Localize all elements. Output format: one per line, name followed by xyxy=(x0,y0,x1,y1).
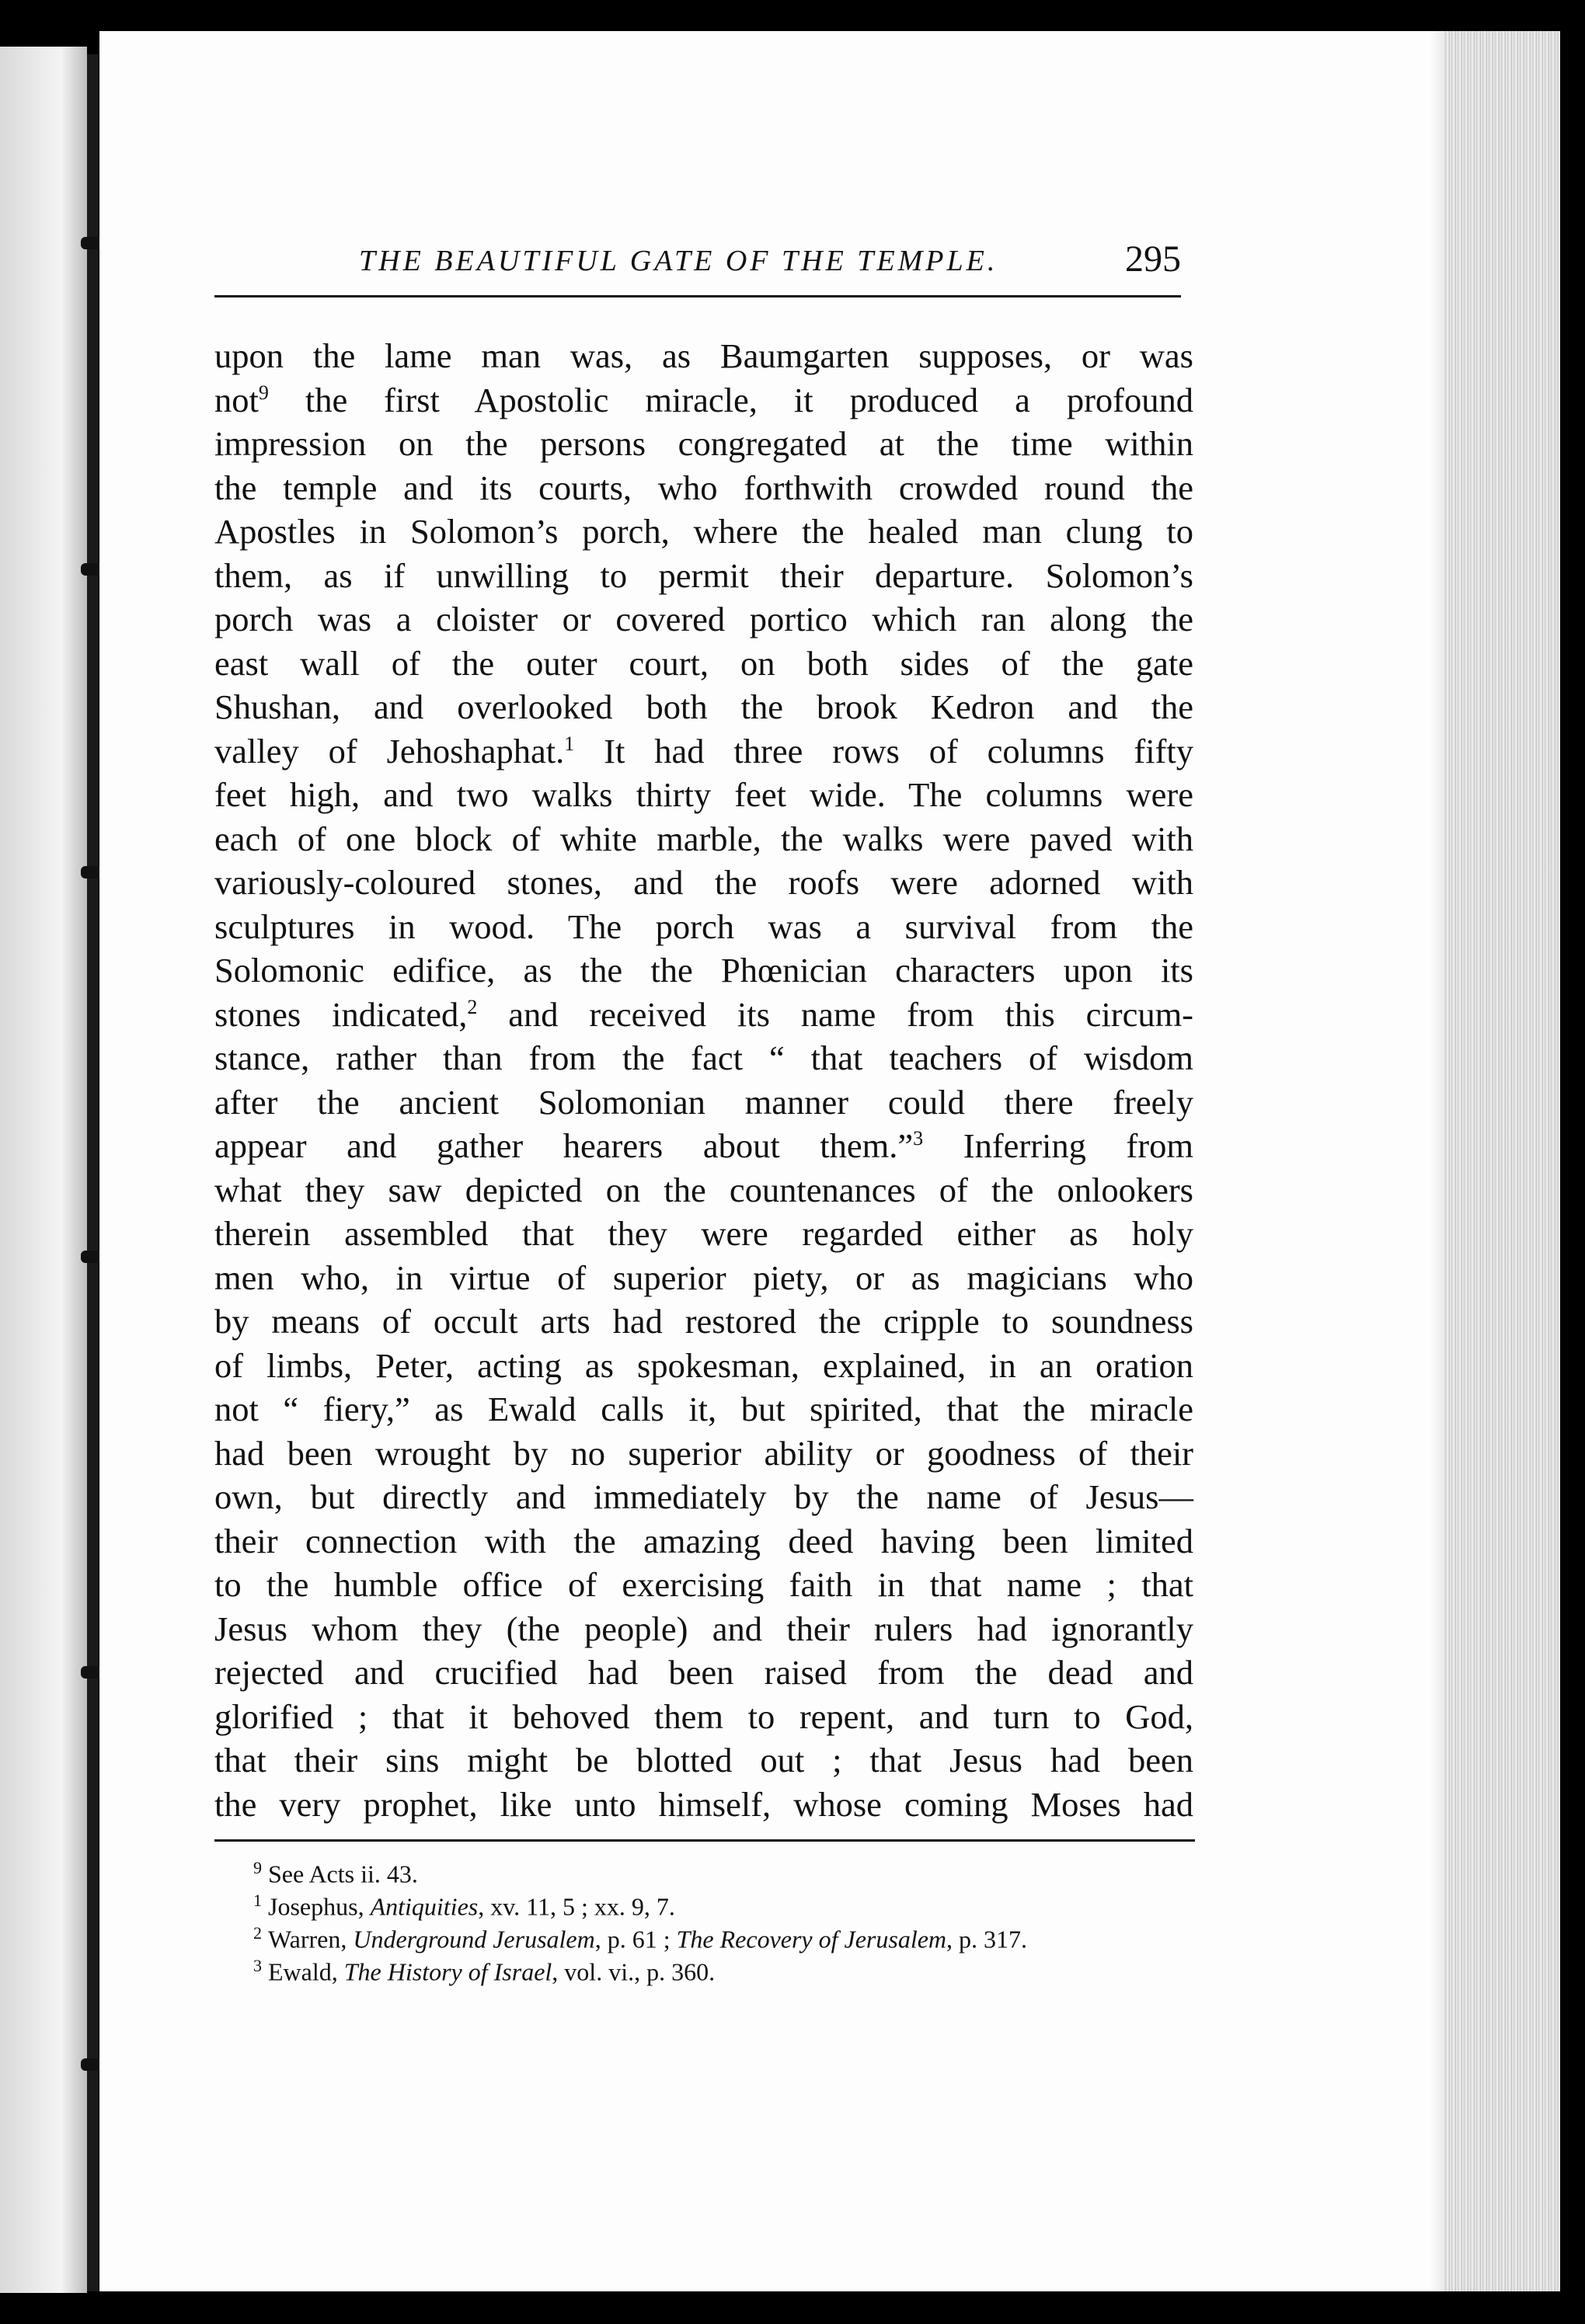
text-line: east wall of the outer court, on both sides of the gate xyxy=(214,643,1193,683)
running-header xyxy=(214,238,1181,297)
text-line: rejected and crucified had been raised from the dead and xyxy=(214,1653,1193,1692)
running-title: THE BEAUTIFUL GATE OF THE TEMPLE. xyxy=(359,245,998,277)
body-text xyxy=(214,334,1193,1826)
text-line: Shushan, and overlooked both the brook Kedron and the xyxy=(214,687,1193,726)
text-line: glorified ; that it behoved them to repent, and turn to God, xyxy=(214,1696,1193,1736)
text-line: impression on the persons congregated at the time within xyxy=(214,424,1193,463)
footnote-mark: 3 xyxy=(253,1956,262,1975)
text-line: each of one block of white marble, the walks were paved with xyxy=(214,819,1193,858)
text-line: had been wrought by no superior ability or goodness of their xyxy=(214,1433,1193,1473)
footnote-mark: 1 xyxy=(253,1891,262,1910)
page-number: 295 xyxy=(1125,238,1181,280)
text-line: not$^9$ the first Apostolic miracle, it produced a profound xyxy=(214,380,1193,419)
text-line: Apostles in Solomon’s porch, where the healed man clung to xyxy=(214,512,1193,551)
footnote-ref[interactable]: 2 xyxy=(467,995,478,1018)
text-line: what they saw depicted on the countenances of the onlookers xyxy=(214,1170,1193,1209)
right-margin xyxy=(1560,0,1585,2324)
text-line: to the humble office of exercising faith in that name ; that xyxy=(214,1565,1193,1604)
text-line: sculptures in wood. The porch was a survival from the xyxy=(214,906,1193,946)
text-line: the temple and its courts, who forthwith crowded round the xyxy=(214,468,1193,507)
text-line: own, but directly and immediately by the name of Jesus— xyxy=(214,1477,1193,1516)
left-page-edge xyxy=(0,47,87,2293)
footnote-ref[interactable]: 9 xyxy=(258,381,269,404)
footnote-mark: 2 xyxy=(253,1923,262,1943)
spine xyxy=(87,54,98,2291)
text-line: Jesus whom they (the people) and their rulers had ignorantly xyxy=(214,1609,1193,1648)
text-line: by means of occult arts had restored the cripple to soundness xyxy=(214,1302,1193,1341)
text-line: stones indicated,$^2$ and received its name from this circum- xyxy=(214,994,1193,1034)
footnote: $^9$ See Acts ii. 43. xyxy=(253,1858,418,1888)
text-line: upon the lame man was, as Baumgarten supposes, or was xyxy=(214,336,1193,375)
text-line: feet high, and two walks thirty feet wide. The columns were xyxy=(214,775,1193,814)
text-line: appear and gather hearers about them.”$^3$ Inferring from xyxy=(214,1126,1193,1165)
text-line: after the ancient Solomonian manner could there freely xyxy=(214,1082,1193,1122)
text-line: therein assembled that they were regarded either as holy xyxy=(214,1214,1193,1253)
footnote-divider xyxy=(214,1839,1195,1842)
text-line: Solomonic edifice, as the the Phœnician characters upon its xyxy=(214,951,1193,990)
text-line: their connection with the amazing deed having been limited xyxy=(214,1521,1193,1560)
footnote-ref[interactable]: 3 xyxy=(913,1127,924,1150)
text-line: men who, in virtue of superior piety, or as magicians who xyxy=(214,1258,1193,1297)
text-line: that their sins might be blotted out ; that Jesus had been xyxy=(214,1741,1193,1780)
page-edges-stack xyxy=(1444,31,1560,2291)
text-line: valley of Jehoshaphat.$^1$ It had three rows of columns fifty xyxy=(214,731,1193,771)
footnote: $^2$ Warren, Underground Jerusalem, p. 61 ; The Recovery of Jerusalem, p. 317. xyxy=(253,1923,1028,1953)
footnote-mark: 9 xyxy=(253,1858,262,1877)
footnote: $^1$ Josephus, Antiquities, xv. 11, 5 ; xx. 9, 7. xyxy=(253,1891,675,1921)
text-line: variously-coloured stones, and the roofs were adorned with xyxy=(214,863,1193,902)
text-line: not “ fiery,” as Ewald calls it, but spirited, that the miracle xyxy=(214,1390,1193,1428)
text-line: of limbs, Peter, acting as spokesman, explained, in an oration xyxy=(214,1345,1193,1385)
text-line: the very prophet, like unto himself, whose coming Moses had xyxy=(214,1784,1193,1824)
footnote-ref[interactable]: 1 xyxy=(564,732,575,755)
text-line: them, as if unwilling to permit their departure. Solomon’s xyxy=(214,555,1193,595)
footnotes xyxy=(253,1852,1209,1986)
text-line: porch was a cloister or covered portico which ran along the xyxy=(214,600,1193,638)
footnote: $^3$ Ewald, The History of Israel, vol. vi., p. 360. xyxy=(253,1956,716,1986)
text-line: stance, rather than from the fact “ that teachers of wisdom xyxy=(214,1038,1193,1077)
